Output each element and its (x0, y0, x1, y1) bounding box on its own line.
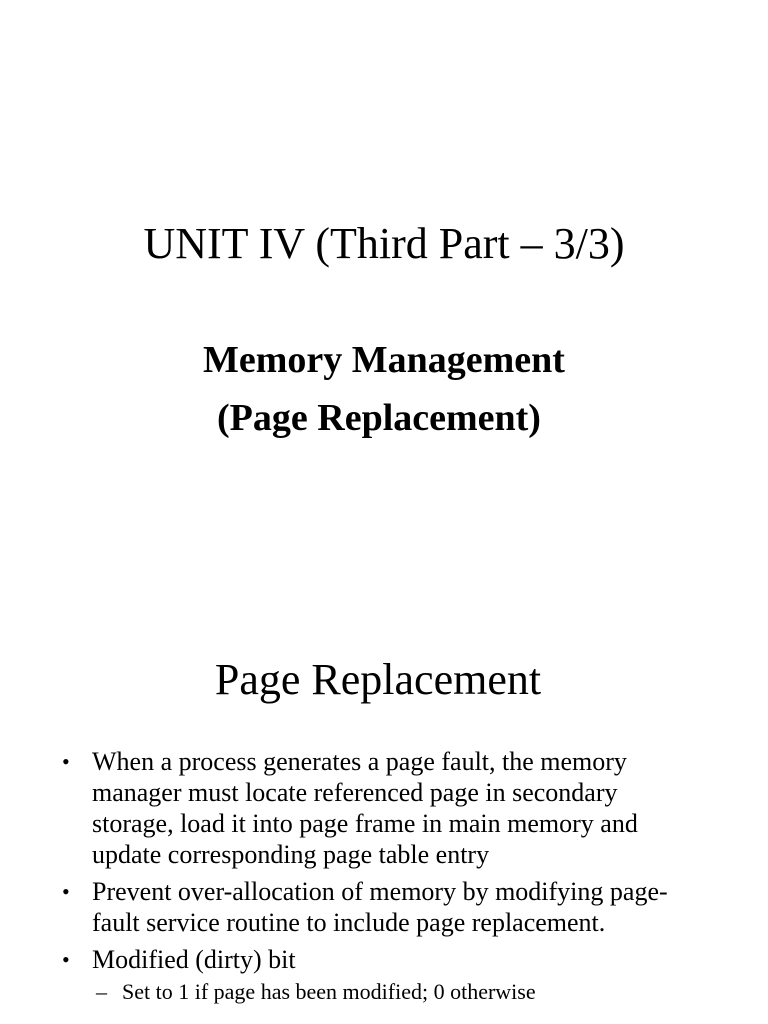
topic-subtitle: (Page Replacement) (217, 397, 541, 439)
bullet-text: Modified (dirty) bit (92, 945, 296, 974)
unit-title: UNIT IV (Third Part – 3/3) (143, 219, 625, 268)
list-item (62, 746, 702, 870)
slide-page-replacement (0, 560, 768, 1024)
sub-list-item (92, 979, 702, 1005)
bullet-text: When a process generates a page fault, the memory manager must locate referenced page in secondary storage, load it into page frame in main memory and update corresponding page table entry (92, 747, 638, 869)
dash-icon: – (96, 979, 107, 1004)
bullet-list (62, 746, 702, 1011)
bullet-text: Prevent over-allocation of memory by modifying page-fault service routine to include page replacement. (92, 877, 668, 937)
bullet-icon: • (62, 879, 70, 904)
list-item (62, 876, 702, 938)
section-title: Page Replacement (214, 655, 542, 704)
bullet-icon: • (62, 749, 70, 774)
list-item (62, 944, 702, 1005)
bullet-icon: • (62, 947, 70, 972)
sub-bullet-text: Set to 1 if page has been modified; 0 otherwise (122, 979, 536, 1004)
sub-bullet-list (92, 979, 702, 1005)
topic-title: Memory Management (203, 339, 565, 381)
